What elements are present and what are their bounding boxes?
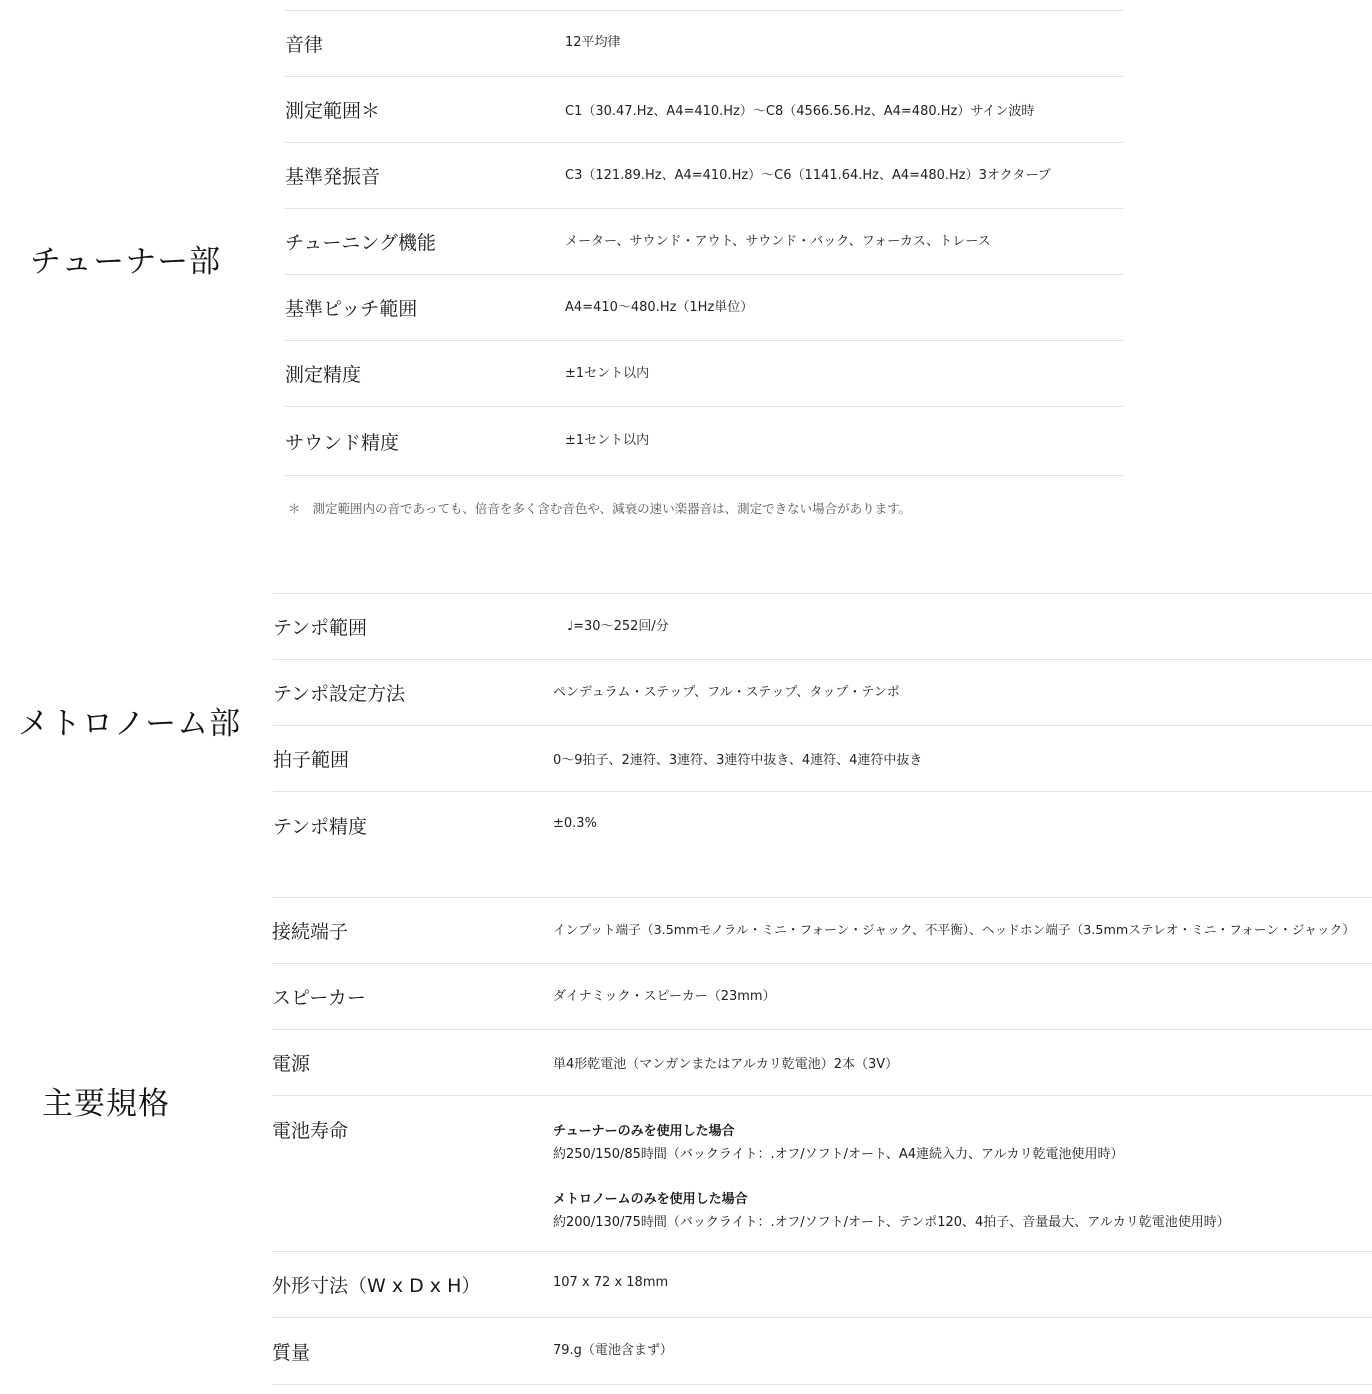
spec-label: 拍子範囲 bbox=[273, 749, 350, 771]
spec-value: 0〜9拍子、2連符、3連符、3連符中抜き、4連符、4連符中抜き bbox=[553, 753, 923, 768]
table-row bbox=[272, 1318, 1372, 1385]
footnote-text: 測定範囲内の音であっても、倍音を多く含む音色や、減衰の速い楽器音は、測定できない場合があります。 bbox=[312, 501, 912, 516]
tuner-footnote bbox=[288, 499, 911, 517]
spec-value: 単4形乾電池（マンガンまたはアルカリ乾電池）2本（3V） bbox=[553, 1057, 899, 1072]
table-row bbox=[285, 341, 1123, 407]
spec-label: テンポ範囲 bbox=[273, 617, 368, 639]
spec-label: 基準発振音 bbox=[285, 166, 381, 188]
table-row bbox=[272, 964, 1372, 1030]
section-title-main-specs: 主要規格 bbox=[42, 1086, 170, 1122]
battery-tuner-group bbox=[553, 1120, 1230, 1166]
table-row bbox=[285, 143, 1123, 209]
spec-value: ダイナミック・スピーカー（23mm） bbox=[553, 989, 776, 1004]
table-row bbox=[273, 792, 1372, 858]
table-row bbox=[273, 594, 1372, 660]
table-row bbox=[285, 77, 1123, 143]
spec-label: 基準ピッチ範囲 bbox=[285, 298, 418, 320]
spec-label: 測定範囲＊ bbox=[285, 100, 381, 122]
battery-tuner-heading: チューナーのみを使用した場合 bbox=[553, 1124, 735, 1139]
spec-label: 接続端子 bbox=[272, 921, 349, 943]
section-title-metronome: メトロノーム部 bbox=[18, 706, 242, 742]
spec-value: インプット端子（3.5mmモノラル・ミニ・フォーン・ジャック、不平衡）、ヘッドホン端子（3.5mmステレオ・ミニ・フォーン・ジャック） bbox=[553, 922, 1355, 937]
table-row bbox=[285, 209, 1123, 275]
spec-label: 質量 bbox=[272, 1341, 311, 1364]
spec-label: 外形寸法（W x D x H） bbox=[272, 1275, 481, 1297]
spec-value: A4=410〜480.Hz（1Hz単位） bbox=[565, 300, 754, 315]
spec-label: 測定精度 bbox=[285, 364, 362, 386]
battery-metronome-group bbox=[553, 1188, 1230, 1234]
spec-value: 79.g（電池含まず） bbox=[553, 1342, 673, 1358]
spec-label: チューニング機能 bbox=[285, 232, 437, 254]
spec-value: 12平均律 bbox=[565, 35, 621, 50]
spec-value: C1（30.47.Hz、A4=410.Hz）〜C8（4566.56.Hz、A4=480.Hz）サイン波時 bbox=[565, 104, 1035, 119]
main-spec-table bbox=[272, 897, 1372, 1385]
table-row bbox=[272, 1252, 1372, 1318]
spec-label: 電源 bbox=[272, 1053, 311, 1075]
spec-value: ペンデュラム・ステップ、フル・ステップ、タップ・テンポ bbox=[553, 685, 900, 700]
spec-value: 107 x 72 x 18mm bbox=[553, 1275, 669, 1290]
table-row bbox=[272, 1030, 1372, 1096]
table-row bbox=[273, 726, 1372, 792]
table-row bbox=[272, 898, 1372, 964]
spec-value: ♩=30〜252回/分 bbox=[567, 619, 669, 634]
battery-life-details bbox=[553, 1120, 1230, 1234]
spec-label: テンポ設定方法 bbox=[273, 683, 406, 705]
section-title-tuner: チューナー部 bbox=[30, 244, 222, 280]
table-row-battery bbox=[272, 1096, 1372, 1252]
metronome-spec-table bbox=[273, 593, 1372, 858]
footnote-mark: ＊ bbox=[288, 501, 301, 516]
spec-value: C3（121.89.Hz、A4=410.Hz）〜C6（1141.64.Hz、A4=480.Hz）3オクターブ bbox=[565, 168, 1051, 183]
table-row bbox=[273, 660, 1372, 726]
spec-label: サウンド精度 bbox=[285, 431, 400, 454]
battery-metronome-heading: メトロノームのみを使用した場合 bbox=[553, 1192, 748, 1207]
battery-metronome-text: 約200/130/75時間（バックライト：.オフ/ソフト/オート、テンポ120、4拍子、音量最大、アルカリ乾電池使用時） bbox=[553, 1215, 1230, 1230]
spec-label: テンポ精度 bbox=[273, 815, 368, 838]
tuner-spec-table bbox=[285, 10, 1123, 476]
table-row bbox=[285, 11, 1123, 77]
spec-label: 音律 bbox=[285, 34, 324, 56]
table-row bbox=[285, 407, 1123, 476]
spec-label: スピーカー bbox=[272, 987, 366, 1009]
spec-value: メーター、サウンド・アウト、サウンド・バック、フォーカス、トレース bbox=[565, 234, 991, 249]
spec-label: 電池寿命 bbox=[272, 1120, 349, 1142]
spec-value: ±1セント以内 bbox=[565, 432, 650, 448]
table-row bbox=[285, 275, 1123, 341]
spec-value: ±0.3% bbox=[553, 815, 597, 831]
spec-value: ±1セント以内 bbox=[565, 366, 650, 381]
battery-tuner-text: 約250/150/85時間（バックライト：.オフ/ソフト/オート、A4連続入力、アルカリ乾電池使用時） bbox=[553, 1147, 1124, 1162]
